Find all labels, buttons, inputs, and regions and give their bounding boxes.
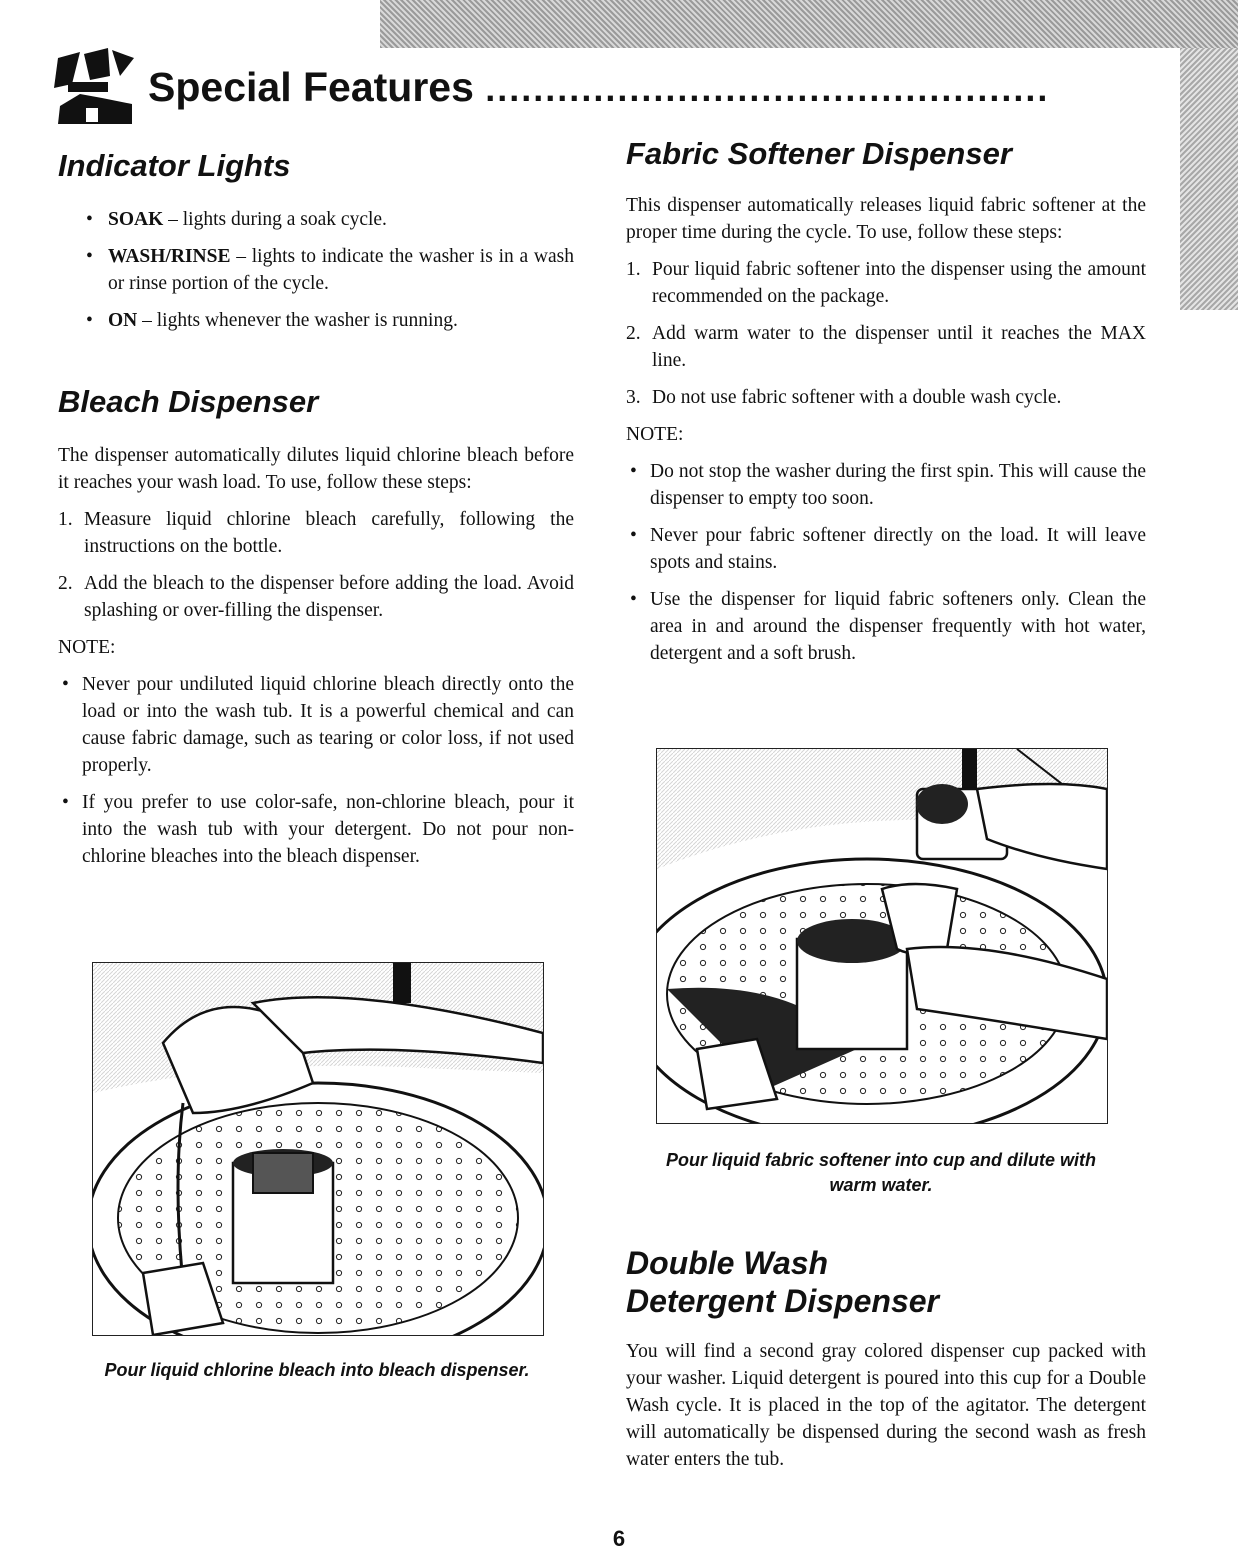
bleach-dispenser-heading: Bleach Dispenser (58, 384, 319, 419)
list-item (58, 206, 574, 233)
page-number: 6 (612, 1526, 626, 1551)
list-item: • Never pour undiluted liquid chlorine bleach directly onto the load or into the wash tub. It is a powerful chemical and can cause fabric damage, such as tearing or color loss, if not used properly. (58, 671, 574, 779)
step-text: Measure liquid chlorine bleach carefully, following the instructions on the bottle. (84, 509, 574, 557)
header-texture-band (380, 0, 1238, 48)
step-number: 1. (626, 259, 641, 280)
bleach-notes (58, 671, 574, 870)
indicator-lights-list (58, 206, 574, 334)
list-item (58, 243, 574, 297)
double-wash-heading-line1: Double Wash (626, 1245, 829, 1281)
step-number: 2. (626, 323, 641, 344)
side-texture-stripe (1180, 48, 1238, 310)
indicator-term: SOAK (108, 209, 164, 230)
bleach-steps (58, 506, 574, 624)
fabric-softener-heading: Fabric Softener Dispenser (626, 136, 1012, 171)
step-text: Do not use fabric softener with a double wash cycle. (652, 387, 1062, 408)
step-number: 1. (58, 509, 73, 530)
double-wash-body: You will find a second gray colored dispenser cup packed with your washer. Liquid detergent is poured into this cup for a Double Wash cycle. It is placed in the top of the agitator. The detergent will automatically be dispensed during the second wash as fresh water enters the tub. (626, 1341, 1146, 1470)
fabric-softener-illustration (656, 748, 1108, 1124)
list-item (626, 320, 1146, 374)
list-item: • Do not stop the washer during the first spin. This will cause the dispenser to empty too soon. (626, 458, 1146, 512)
softener-figure-caption: Pour liquid fabric softener into cup and dilute with warm water. (665, 1150, 1096, 1195)
indicator-term: ON (108, 310, 138, 331)
indicator-desc: – lights to indicate the washer is in a wash or rinse portion of the cycle. (108, 246, 574, 294)
bleach-figure-caption: Pour liquid chlorine bleach into bleach dispenser. (104, 1360, 530, 1380)
softener-intro: This dispenser automatically releases liquid fabric softener at the proper time during the cycle. To use, follow these steps: (626, 195, 1146, 243)
step-text: Pour liquid fabric softener into the dispenser using the amount recommended on the package. (652, 259, 1146, 307)
washer-section-icon (50, 46, 138, 126)
title-leader-dots: ............................................... (485, 68, 1050, 109)
list-item (626, 256, 1146, 310)
indicator-term: WASH/RINSE (108, 246, 231, 267)
list-item: • Never pour fabric softener directly on the load. It will leave spots and stains. (626, 522, 1146, 576)
double-wash-section (626, 1244, 1146, 1483)
softener-note-label: NOTE: (626, 424, 684, 445)
list-item (58, 506, 574, 560)
double-wash-heading-line2: Detergent Dispenser (626, 1283, 939, 1319)
bleach-note-label: NOTE: (58, 637, 116, 658)
indicator-desc: – lights whenever the washer is running. (137, 310, 458, 331)
step-text: Add the bleach to the dispenser before adding the load. Avoid splashing or over-filling the dispenser. (84, 573, 574, 621)
list-item: • Use the dispenser for liquid fabric softeners only. Clean the area in and around the dispenser frequently with hot water, detergent and a soft brush. (626, 586, 1146, 667)
list-item (626, 384, 1146, 411)
indicator-desc: – lights during a soak cycle. (163, 209, 387, 230)
double-wash-heading (626, 1244, 1146, 1320)
list-item (58, 570, 574, 624)
indicator-lights-heading: Indicator Lights (58, 148, 291, 183)
step-text: Add warm water to the dispenser until it reaches the MAX line. (652, 323, 1146, 371)
softener-steps (626, 256, 1146, 411)
page-title (148, 62, 1178, 114)
step-number: 3. (626, 387, 641, 408)
list-item: • If you prefer to use color-safe, non-chlorine bleach, pour it into the wash tub with your detergent. Do not pour non-chlorine bleaches into the bleach dispenser. (58, 789, 574, 870)
bleach-intro: The dispenser automatically dilutes liquid chlorine bleach before it reaches your wash load. To use, follow these steps: (58, 445, 574, 493)
right-column (626, 138, 1146, 677)
bleach-dispenser-illustration (92, 962, 544, 1336)
softener-notes (626, 458, 1146, 667)
list-item (58, 307, 574, 334)
page-title-text: Special Features (148, 64, 474, 110)
step-number: 2. (58, 573, 73, 594)
left-column (58, 138, 574, 880)
